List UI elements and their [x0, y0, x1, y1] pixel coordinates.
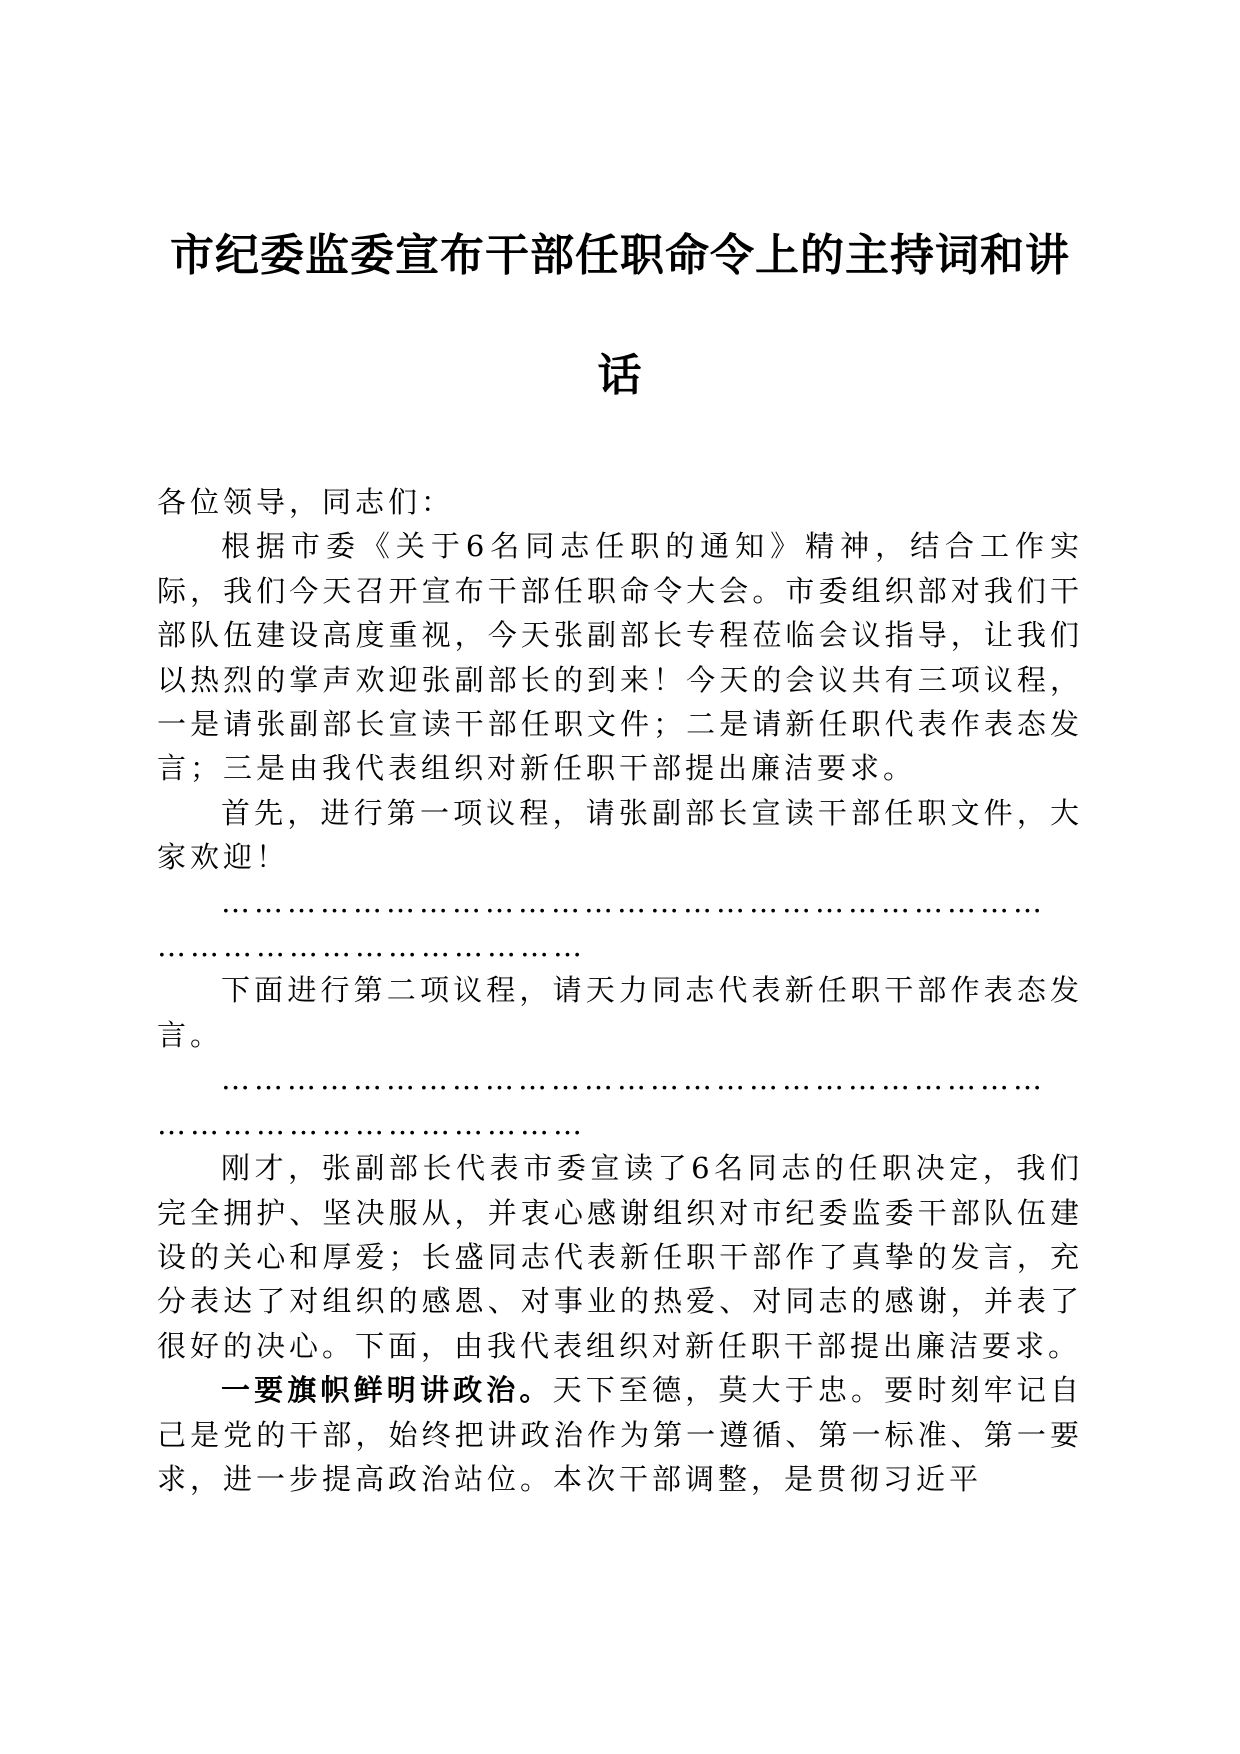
paragraph-second-agenda: 下面进行第二项议程，请天力同志代表新任职干部作表态发言。: [157, 973, 1083, 1052]
salutation: 各位领导，同志们：: [157, 485, 455, 519]
paragraph-requirement-one: [157, 1368, 1083, 1501]
paragraph-first-agenda: 首先，进行第一项议程，请张副部长宣读干部任职文件，大家欢迎！: [157, 795, 1083, 875]
requirement-text: 天下至德，莫大于忠。要时刻牢记自己是党的干部，始终把讲政治作为第一遵循、第一标准、第一要求，进一步提高政治站位。本次干部调整，是贯彻习近平: [157, 1373, 1083, 1496]
paragraph-opening: 根据市委《关于6名同志任职的通知》精神，结合工作实际，我们今天召开宣布干部任职命令大会。市委组织部对我们干部队伍建设高度重视，今天张副部长专程莅临会议指导，让我们以热烈的掌声欢迎张副部长的到来！今天的会议共有三项议程，一是请张副部长宣读干部任职文件；二是请新任职代表作表态发言；三是由我代表组织对新任职干部提出廉洁要求。: [157, 529, 1083, 786]
ellipsis-line: …………………………………………………………………: [221, 884, 1046, 919]
requirement-heading: 一要旗帜鲜明讲政治。: [221, 1373, 553, 1408]
ellipsis-line: …………………………………: [157, 1106, 586, 1141]
document-title-line1: 市纪委监委宣布干部任职命令上的主持词和讲: [170, 230, 1070, 281]
document-body: [157, 480, 1083, 1501]
ellipsis-line: …………………………………………………………………: [221, 1062, 1046, 1097]
document-title-line2: 话: [597, 350, 643, 401]
paragraph-summary: 刚才，张副部长代表市委宣读了6名同志的任职决定，我们完全拥护、坚决服从，并衷心感谢组织对市纪委监委干部队伍建设的关心和厚爱；长盛同志代表新任职干部作了真挚的发言，充分表达了对组织的感恩、对事业的热爱、对同志的感谢，并表了很好的决心。下面，由我代表组织对新任职干部提出廉洁要求。: [157, 1151, 1083, 1363]
ellipsis-line: …………………………………: [157, 929, 586, 964]
